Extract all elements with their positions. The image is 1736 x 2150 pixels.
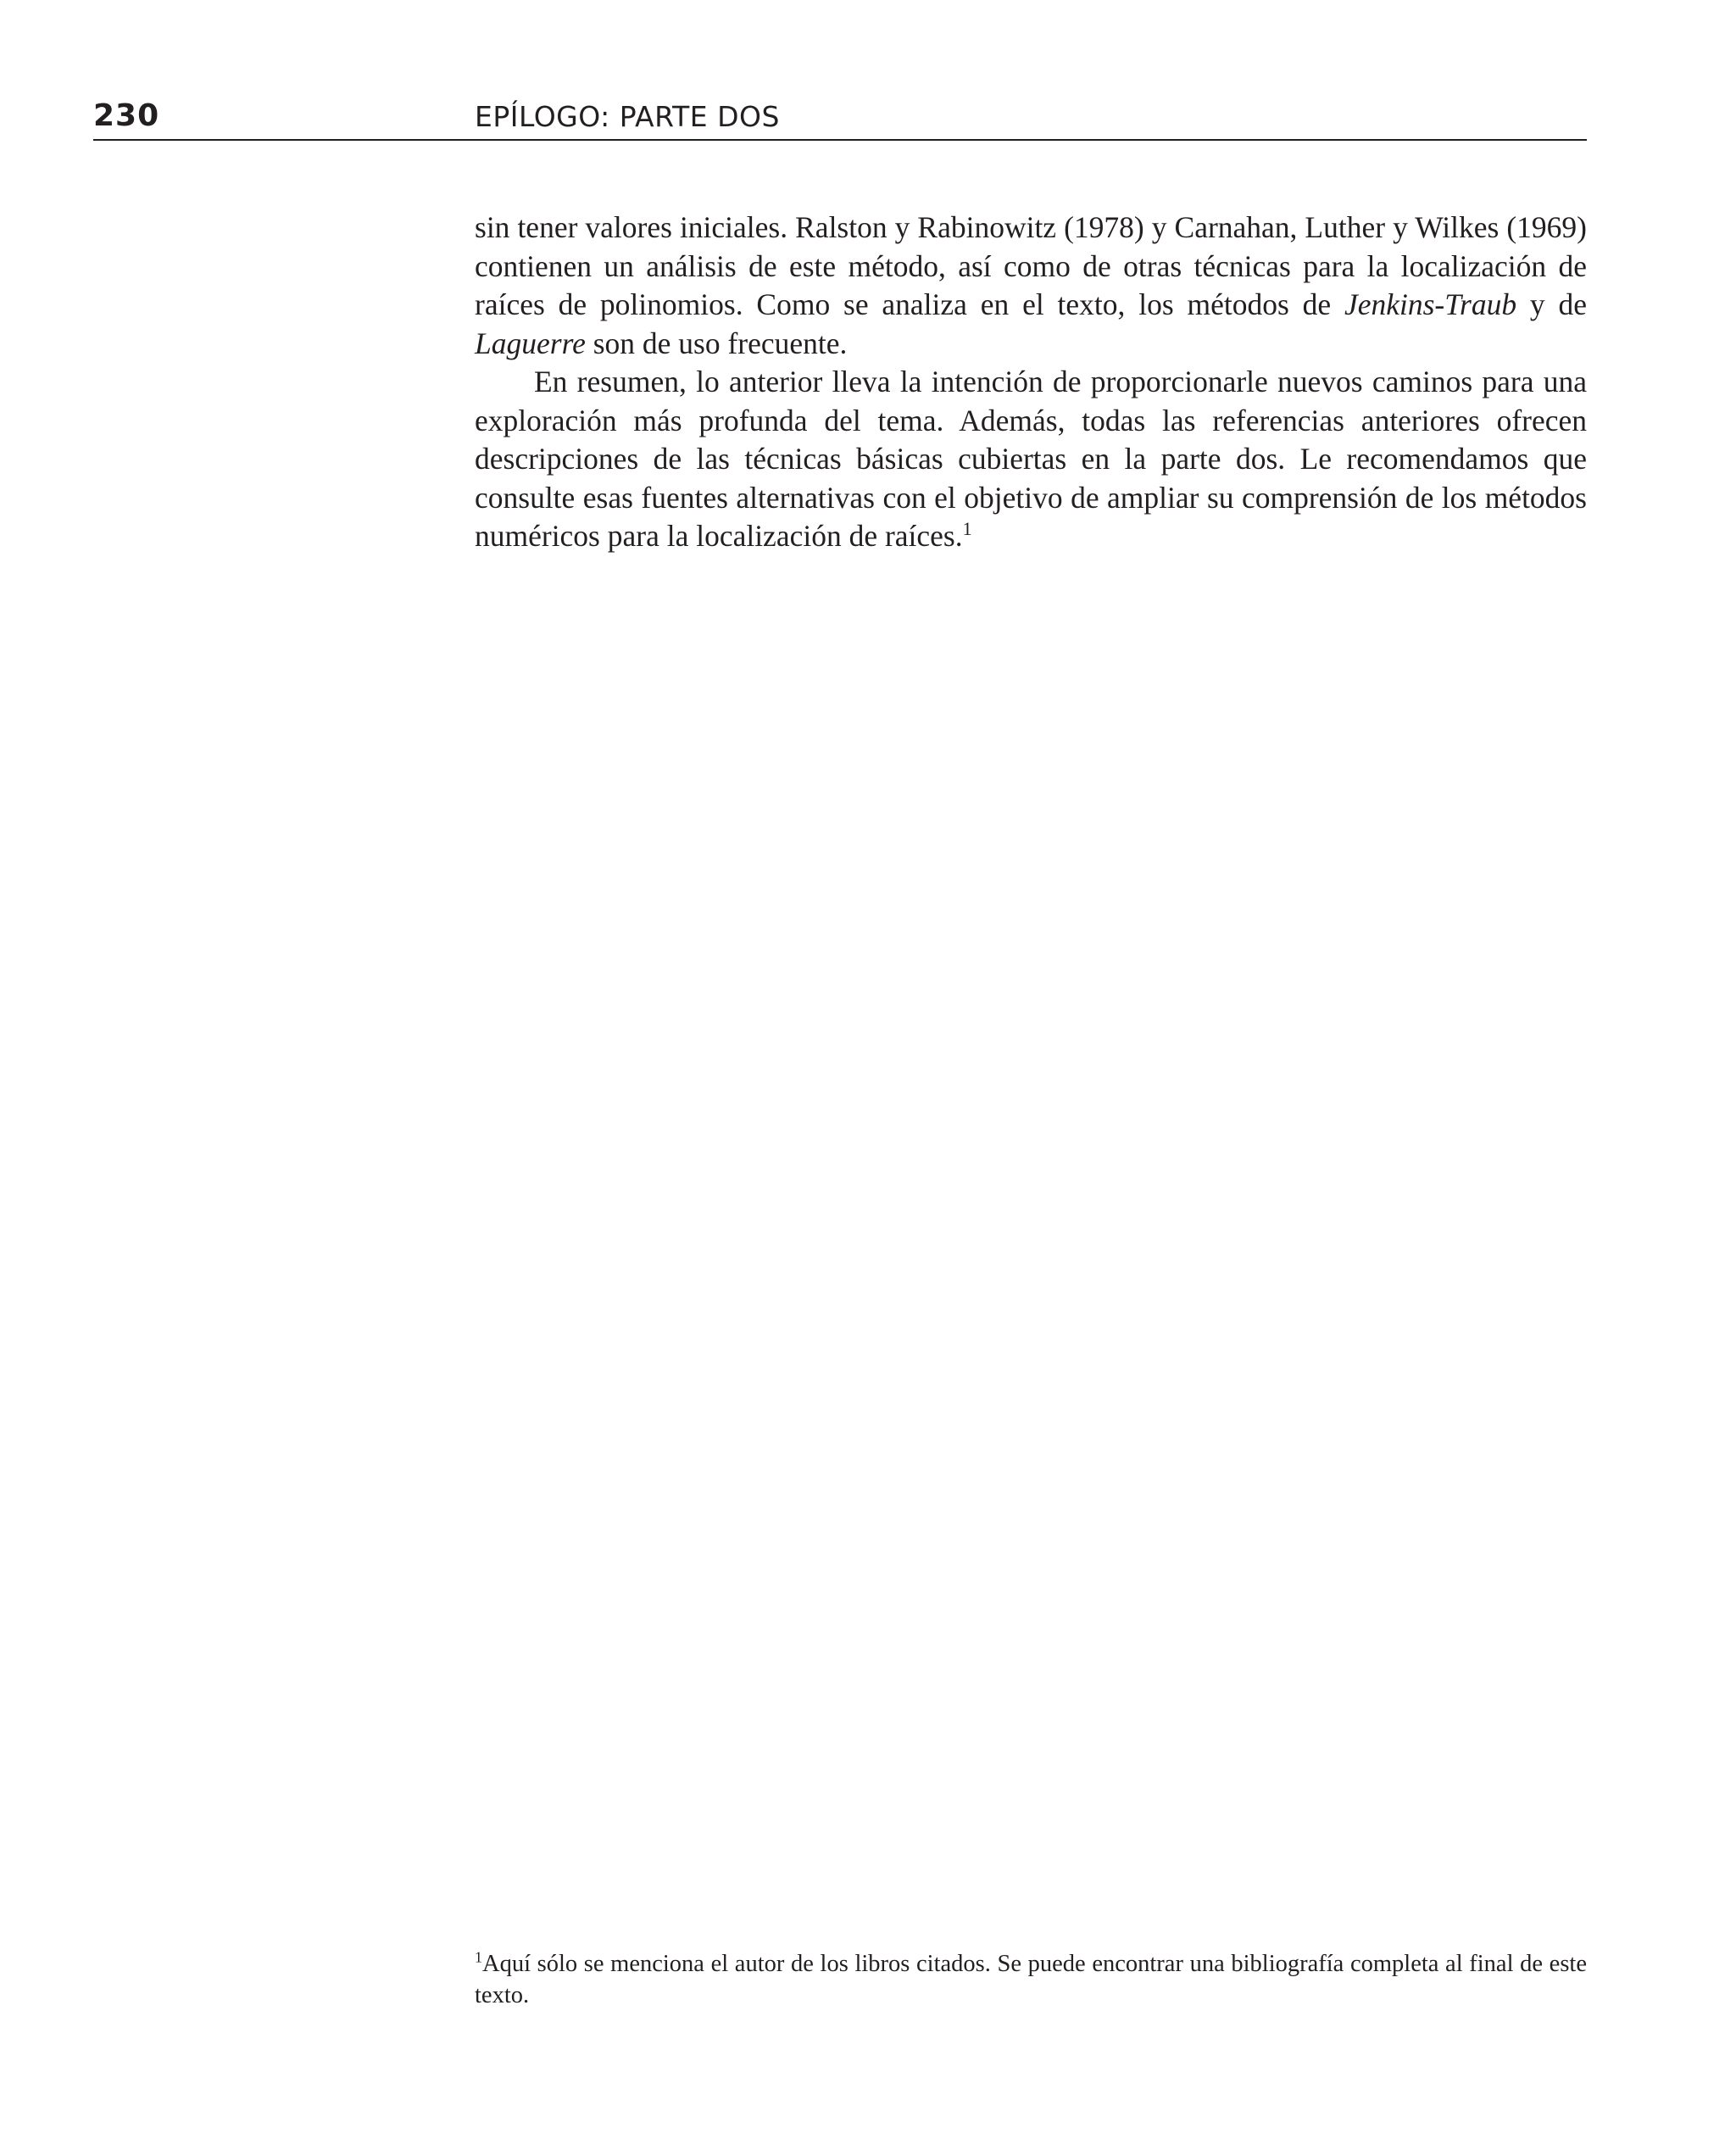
footnote-marker: 1 <box>475 1948 482 1966</box>
footnote <box>475 1948 1587 2011</box>
paragraph-1-text-c: son de uso frecuente. <box>585 326 848 360</box>
paragraph-1-text-a: sin tener valores iniciales. Ralston y Rabinowitz (1978) y Carnahan, Luther y Wilkes (1969) contienen un análisis de este método, así como de otras técnicas para la localización de raíces de polinomios. Como se analiza en el texto, los métodos de <box>475 210 1587 321</box>
paragraph-1 <box>475 209 1587 363</box>
running-header <box>93 95 1587 141</box>
paragraph-2-text: En resumen, lo anterior lleva la intención de proporcionarle nuevos caminos para una exploración más profunda del tema. Además, todas las referencias anteriores ofrecen descripciones de las técnicas básicas cubiertas en la parte dos. Le recomendamos que consulte esas fuentes alternativas con el objetivo de ampliar su comprensión de los métodos numéricos para la localización de raíces. <box>475 365 1587 553</box>
paragraph-2 <box>475 363 1587 556</box>
laguerre-term: Laguerre <box>475 326 586 360</box>
footnote-text: Aquí sólo se menciona el autor de los libros citados. Se puede encontrar una bibliografía completa al final de este texto. <box>475 1951 1587 2008</box>
paragraph-1-text-b: y de <box>1516 287 1587 321</box>
page-number: 230 <box>93 98 160 133</box>
footnote-reference: 1 <box>962 518 972 540</box>
body-text <box>475 209 1587 556</box>
running-head-title: EPÍLOGO: PARTE DOS <box>475 100 780 133</box>
jenkins-traub-term: Jenkins-Traub <box>1344 287 1517 321</box>
